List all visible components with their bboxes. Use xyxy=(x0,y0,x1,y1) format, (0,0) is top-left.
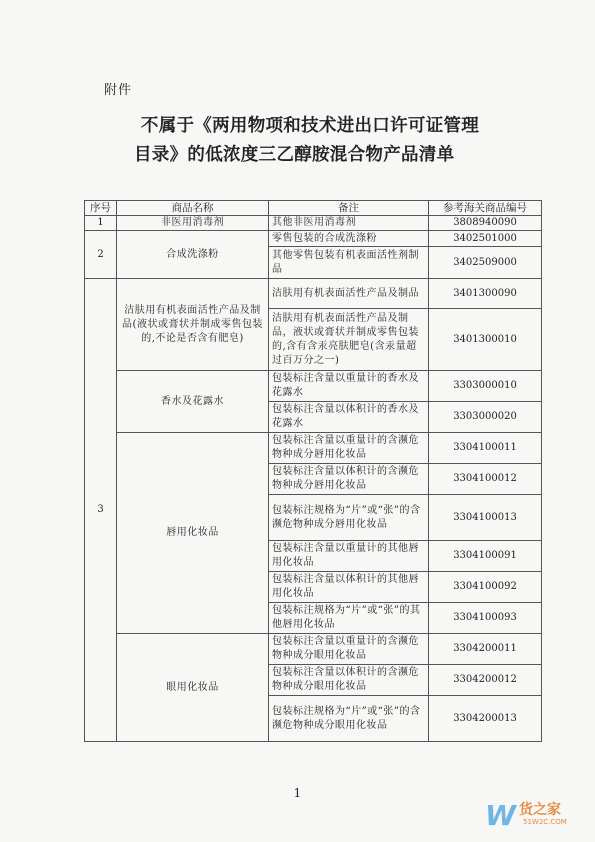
row-name: 眼用化妆品 xyxy=(117,634,269,742)
row-code: 3402501000 xyxy=(429,231,542,247)
watermark-name: 货之家 xyxy=(519,802,561,818)
row-name: 非医用消毒剂 xyxy=(117,216,269,231)
header-note: 备注 xyxy=(269,201,429,216)
table-row xyxy=(85,634,542,665)
table-row xyxy=(85,279,542,309)
row-note: 包装标注含量以体积计的其他唇用化妆品 xyxy=(269,572,429,603)
row-code: 3401300090 xyxy=(429,279,542,309)
row-note: 包装标注含量以体积计的香水及花露水 xyxy=(269,402,429,433)
row-code: 3304100093 xyxy=(429,603,542,634)
row-name: 香水及花露水 xyxy=(117,371,269,433)
table-row xyxy=(85,371,542,402)
table-row xyxy=(85,433,542,464)
row-code: 3304100091 xyxy=(429,541,542,572)
table-header-row xyxy=(85,201,542,216)
title-line-1: 不属于《两用物项和技术进出口许可证管理 xyxy=(140,116,480,136)
row-code: 3402509000 xyxy=(429,247,542,279)
row-note: 包装标注规格为“片”或“张”的含濒危物种成分眼用化妆品 xyxy=(269,696,429,742)
row-code: 3303000020 xyxy=(429,402,542,433)
row-note: 包装标注含量以重量计的其他唇用化妆品 xyxy=(269,541,429,572)
watermark-url: 51W2C.COM xyxy=(523,818,567,826)
header-name: 商品名称 xyxy=(117,201,269,216)
table-row xyxy=(85,216,542,231)
title-line-2: 目录》的低浓度三乙醇胺混合物产品清单 xyxy=(134,145,455,165)
row-name: 合成洗涤粉 xyxy=(117,231,269,279)
row-no: 3 xyxy=(85,279,117,742)
page-number: 1 xyxy=(293,786,302,800)
row-code: 3304100092 xyxy=(429,572,542,603)
row-note: 包装标注规格为“片”或“张”的含濒危物种成分唇用化妆品 xyxy=(269,495,429,541)
row-note: 洁肤用有机表面活性产品及制品 xyxy=(269,279,429,309)
row-code: 3401300010 xyxy=(429,309,542,371)
header-code: 参考海关商品编号 xyxy=(429,201,542,216)
row-code: 3304100011 xyxy=(429,433,542,464)
row-code: 3303000010 xyxy=(429,371,542,402)
row-note: 包装标注规格为“片”或“张”的其他唇用化妆品 xyxy=(269,603,429,634)
row-code: 3304100012 xyxy=(429,464,542,495)
row-code: 3304200012 xyxy=(429,665,542,696)
row-note: 其他非医用消毒剂 xyxy=(269,216,429,231)
row-note: 其他零售包装有机表面活性剂制品 xyxy=(269,247,429,279)
row-name: 唇用化妆品 xyxy=(117,433,269,634)
row-code: 3304100013 xyxy=(429,495,542,541)
row-code: 3808940090 xyxy=(429,216,542,231)
document-title xyxy=(100,112,520,170)
row-no: 1 xyxy=(85,216,117,231)
table-row xyxy=(85,231,542,247)
row-code: 3304200011 xyxy=(429,634,542,665)
row-name: 洁肤用有机表面活性产品及制品(液状或膏状并制成零售包装的,不论是否含有肥皂) xyxy=(117,279,269,371)
row-note: 洁肤用有机表面活性产品及制品，液状或膏状并制成零售包装的,含有含汞亮肤肥皂(含汞量超过百万分之一) xyxy=(269,309,429,371)
row-note: 包装标注含量以体积计的含濒危物种成分唇用化妆品 xyxy=(269,464,429,495)
row-code: 3304200013 xyxy=(429,696,542,742)
row-note: 零售包装的合成洗涤粉 xyxy=(269,231,429,247)
watermark-w-icon: W xyxy=(485,799,516,832)
row-no: 2 xyxy=(85,231,117,279)
watermark-logo xyxy=(485,797,585,833)
annex-label: 附件 xyxy=(104,83,133,98)
header-no: 序号 xyxy=(85,201,117,216)
product-list-table xyxy=(84,200,542,742)
row-note: 包装标注含量以重量计的含濒危物种成分眼用化妆品 xyxy=(269,634,429,665)
row-note: 包装标注含量以重量计的香水及花露水 xyxy=(269,371,429,402)
row-note: 包装标注含量以体积计的含濒危物种成分眼用化妆品 xyxy=(269,665,429,696)
row-note: 包装标注含量以重量计的含濒危物种成分唇用化妆品 xyxy=(269,433,429,464)
